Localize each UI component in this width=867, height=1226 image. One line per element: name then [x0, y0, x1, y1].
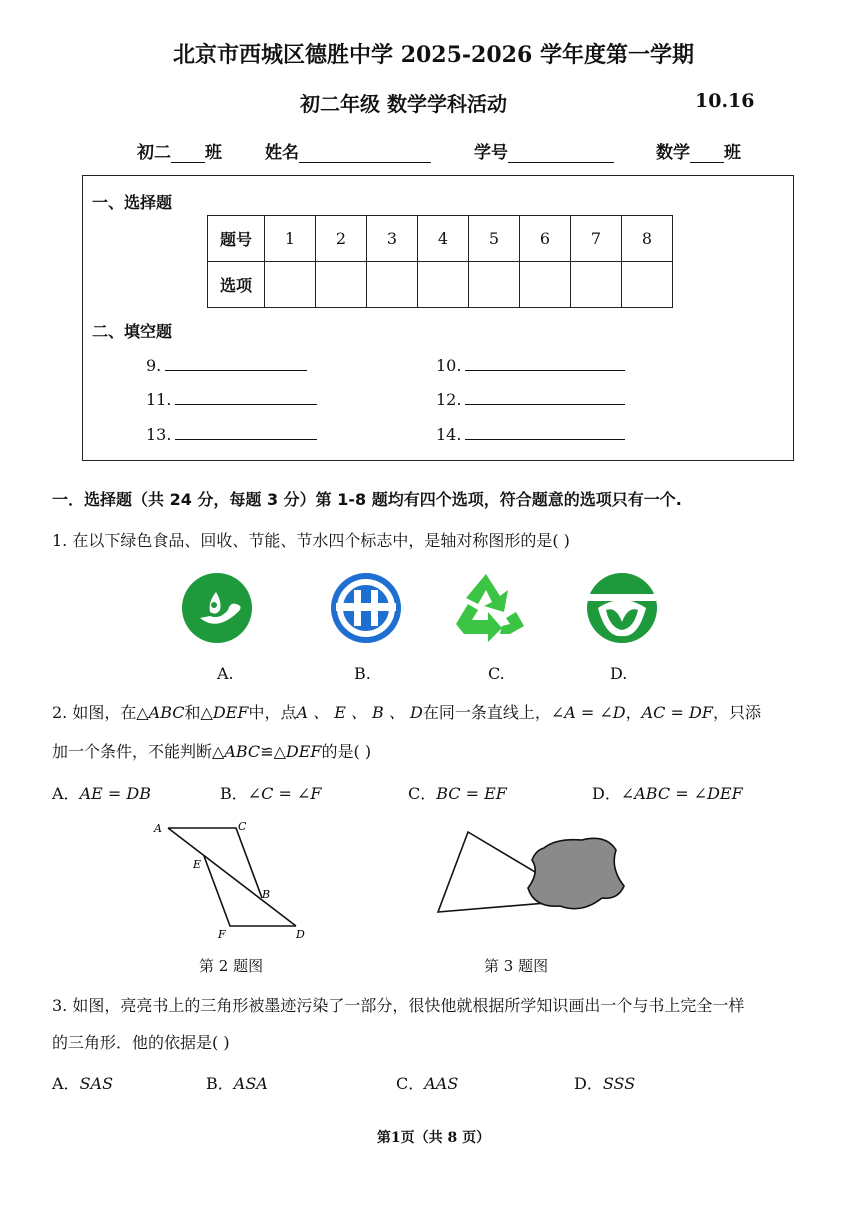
answer-cell[interactable] — [418, 262, 469, 308]
q1-option-d[interactable]: D. — [610, 664, 628, 683]
q2-option-d[interactable]: D．∠ABC = ∠DEF — [592, 784, 743, 803]
q3-figure — [432, 828, 632, 918]
row-header-number: 题号 — [208, 216, 265, 262]
math-class-blank — [690, 148, 724, 163]
label-a: A — [154, 822, 162, 835]
water-saving-logo-icon — [587, 573, 657, 643]
answer-cell[interactable] — [316, 262, 367, 308]
fill-blank-13[interactable]: 13. — [146, 425, 317, 444]
q2-figure — [150, 818, 320, 942]
fill-blank-11[interactable]: 11. — [146, 390, 317, 409]
q1-logos — [180, 572, 660, 644]
question-number-cell: 8 — [622, 216, 673, 262]
label-e: E — [193, 858, 202, 871]
label-d: D — [296, 928, 305, 941]
row-header-option: 选项 — [208, 262, 265, 308]
q2-option-c[interactable]: C．BC = EF — [408, 784, 507, 803]
name-blank — [299, 148, 431, 163]
question-number-cell: 5 — [469, 216, 520, 262]
part1-heading: 一．选择题（共 24 分，每题 3 分）第 1-8 题均有四个选项，符合题意的选项只有一个. — [52, 490, 682, 509]
label-b: B — [262, 888, 271, 901]
ink-blot — [528, 838, 624, 908]
question-2-line1: 2. 如图，在△ABC和△DEF中，点A 、 E 、 B 、 D在同一条直线上，∠A = ∠D，AC = DF，只添 — [52, 703, 761, 722]
question-3-line1: 3. 如图，亮亮书上的三角形被墨迹污染了一部分，很快他就根据所学知识画出一个与书上完全一样 — [52, 996, 745, 1015]
question-2-line2: 加一个条件，不能判断△ABC≌△DEF的是( ) — [52, 742, 372, 761]
q3-option-b[interactable]: B．ASA — [206, 1074, 268, 1093]
q2-option-b[interactable]: B．∠C = ∠F — [220, 784, 322, 803]
question-number-cell: 1 — [265, 216, 316, 262]
choice-answer-table — [207, 215, 673, 308]
q2-caption: 第 2 题图 — [199, 957, 264, 975]
exam-subtitle: 初二年级 数学学科活动 — [300, 92, 507, 116]
answer-cell[interactable] — [367, 262, 418, 308]
question-3-line2: 的三角形．他的依据是( ) — [52, 1033, 230, 1052]
question-number-cell: 4 — [418, 216, 469, 262]
q1-option-b[interactable]: B. — [354, 664, 371, 683]
q3-caption: 第 3 题图 — [484, 957, 549, 975]
page-footer: 第1页（共 8 页） — [376, 1130, 491, 1146]
fill-blank-12[interactable]: 12. — [436, 390, 625, 409]
answer-cell[interactable] — [469, 262, 520, 308]
q1-option-a[interactable]: A. — [217, 664, 234, 683]
energy-saving-logo-icon — [331, 573, 401, 643]
question-number-cell: 6 — [520, 216, 571, 262]
q3-option-a[interactable]: A．SAS — [52, 1074, 114, 1093]
fill-blank-14[interactable]: 14. — [436, 425, 625, 444]
question-number-cell: 2 — [316, 216, 367, 262]
green-food-logo-icon — [182, 573, 252, 643]
table-row — [208, 262, 673, 308]
question-number-cell: 3 — [367, 216, 418, 262]
table-row — [208, 216, 673, 262]
fill-blank-10[interactable]: 10. — [436, 356, 625, 375]
math-class-field: 数学 班 — [656, 143, 741, 163]
class-field: 初二 班 — [137, 143, 222, 163]
question-1-text: 1. 在以下绿色食品、回收、节能、节水四个标志中，是轴对称图形的是( ) — [52, 531, 570, 550]
class-blank — [171, 148, 205, 163]
recycle-logo-icon — [456, 574, 524, 642]
name-field: 姓名 — [265, 138, 431, 163]
label-f: F — [218, 928, 226, 941]
label-c: C — [238, 820, 247, 833]
answer-cell[interactable] — [520, 262, 571, 308]
exam-title: 北京市西城区德胜中学 2025-2026 学年度第一学期 — [173, 42, 694, 68]
q1-option-c[interactable]: C. — [488, 664, 505, 683]
answer-section-choice: 一、选择题 — [92, 193, 173, 212]
fill-blank-9[interactable]: 9. — [146, 356, 307, 375]
student-id-blank — [508, 148, 614, 163]
student-id-field: 学号 — [474, 138, 614, 163]
answer-cell[interactable] — [571, 262, 622, 308]
answer-cell[interactable] — [265, 262, 316, 308]
q2-option-a[interactable]: A．AE = DB — [52, 784, 151, 803]
exam-date: 10.16 — [695, 90, 755, 112]
q3-option-c[interactable]: C．AAS — [396, 1074, 459, 1093]
q3-option-d[interactable]: D．SSS — [574, 1074, 636, 1093]
answer-cell[interactable] — [622, 262, 673, 308]
answer-section-fill: 二、填空题 — [92, 322, 173, 341]
question-number-cell: 7 — [571, 216, 622, 262]
